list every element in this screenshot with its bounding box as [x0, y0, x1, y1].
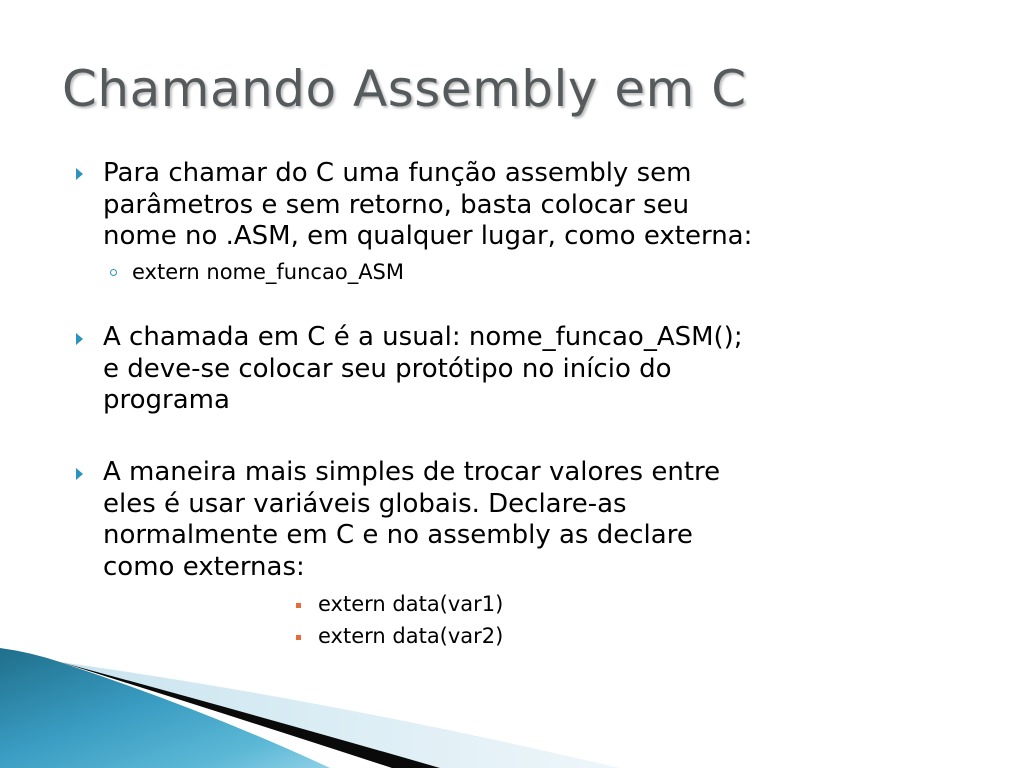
deco-blue-band — [0, 648, 330, 768]
bullet-3-line-2: eles é usar variáveis globais. Declare-as — [103, 488, 627, 519]
slide-title: Chamando Assembly em C — [62, 60, 747, 118]
bullet-3-line-4: como externas: — [103, 551, 305, 582]
sub-item-extern-nome-funcao: extern nome_funcao_ASM — [132, 260, 405, 284]
deco-black-stripe — [60, 662, 440, 768]
bullet-2-line-2: e deve-se colocar seu protótipo no início do — [103, 353, 672, 384]
sub-sub-item-var1: extern data(var1) — [318, 592, 504, 616]
deco-white-stripe — [60, 662, 346, 768]
bullet-1-line-1: Para chamar do C uma função assembly sem — [103, 158, 692, 188]
square-icon — [296, 635, 301, 640]
bullet-item-2 — [103, 322, 903, 417]
bullet-2-line-3: programa — [103, 385, 230, 415]
deco-pale-band — [60, 662, 620, 768]
triangle-arrow-icon — [76, 168, 83, 180]
bullet-1-line-2: parâmetros e sem retorno, basta colocar seu — [103, 189, 690, 220]
bullet-3-line-3: normalmente em C e no assembly as declare — [103, 520, 693, 550]
square-icon — [296, 603, 301, 608]
sub-sub-item-var2: extern data(var2) — [318, 624, 504, 648]
triangle-arrow-icon — [76, 468, 83, 480]
bullet-item-1 — [103, 158, 903, 253]
bullet-2-line-1: A chamada em C é a usual: nome_funcao_ASM(); — [103, 322, 743, 352]
bullet-3-line-1: A maneira mais simples de trocar valores entre — [103, 457, 721, 487]
hollow-circle-icon — [110, 269, 117, 276]
bullet-1-line-3: nome no .ASM, em qualquer lugar, como externa: — [103, 221, 753, 251]
bullet-item-3 — [103, 457, 903, 583]
triangle-arrow-icon — [76, 333, 83, 345]
